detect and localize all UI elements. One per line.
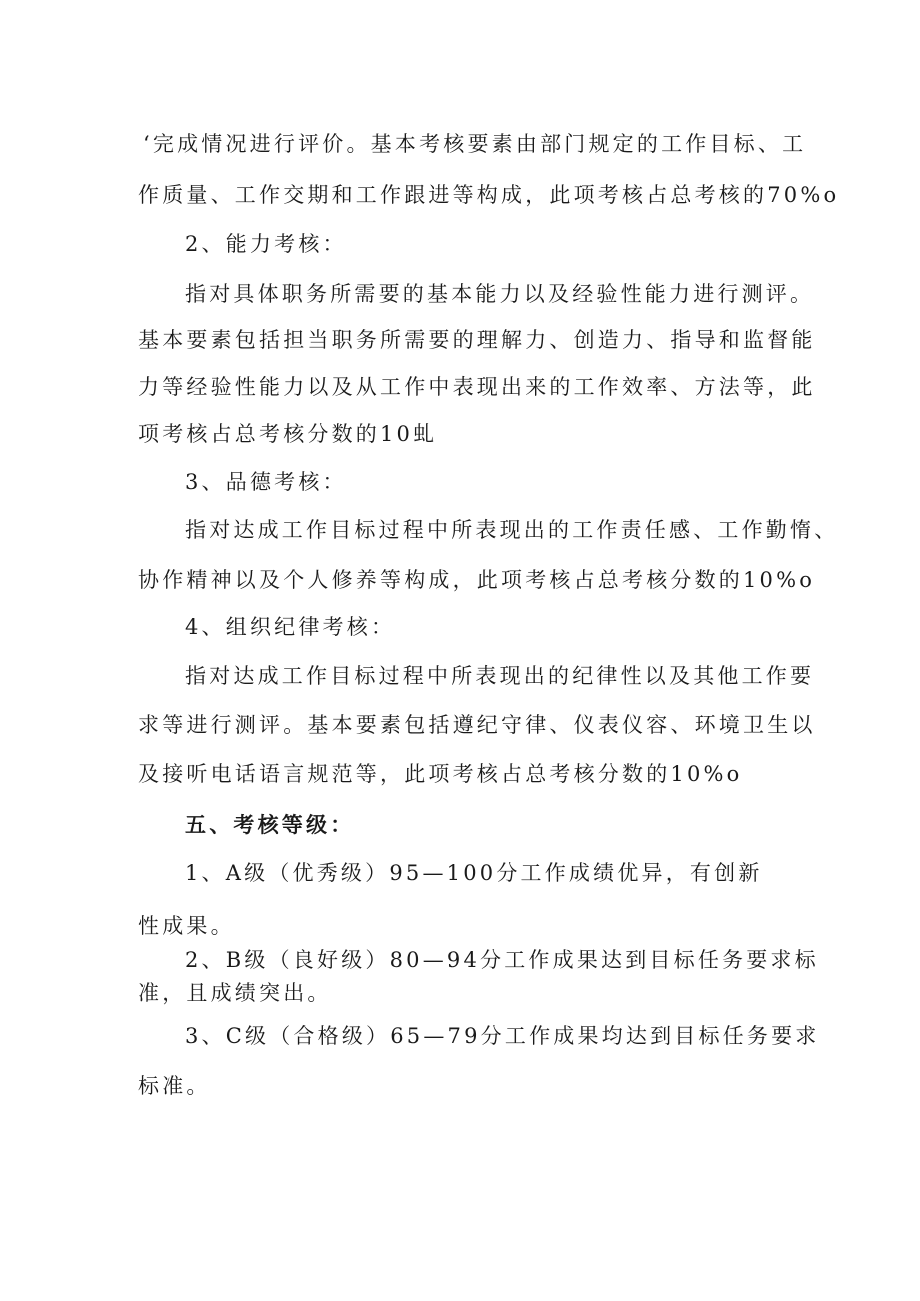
paragraph-line: 协作精神以及个人修养等构成，此项考核占总考核分数的10%o xyxy=(138,568,816,592)
paragraph-line: 及接听电话语言规范等，此项考核占总考核分数的10%o xyxy=(138,762,743,786)
section-heading: 3、品德考核： xyxy=(185,470,347,494)
grade-item: 1、A级（优秀级）95—100分工作成绩优异，有创新 xyxy=(185,861,763,885)
section-heading: 4、组织纪律考核： xyxy=(185,615,396,639)
grade-item-continuation: 标准。 xyxy=(138,1074,211,1098)
paragraph-line: 求等进行测评。基本要素包括遵纪守律、仪表仪容、环境卫生以 xyxy=(138,713,816,737)
paragraph-line: 项考核占总考核分数的10虬 xyxy=(138,422,438,446)
paragraph-line: 指对具体职务所需要的基本能力以及经验性能力进行测评。 xyxy=(185,282,815,306)
grade-item: 3、C级（合格级）65—79分工作成果均达到目标任务要求 xyxy=(185,1024,820,1048)
grade-item-continuation: 准，且成绩突出。 xyxy=(138,981,332,1005)
grade-item: 2、B级（良好级）80—94分工作成果达到目标任务要求标 xyxy=(185,948,819,972)
section-heading: 2、能力考核： xyxy=(185,232,347,256)
paragraph-line: 基本要素包括担当职务所需要的理解力、创造力、指导和监督能 xyxy=(138,328,816,352)
chapter-heading: 五、考核等级： xyxy=(185,812,355,837)
grade-item-continuation: 性成果。 xyxy=(138,914,235,938)
paragraph-line: 力等经验性能力以及从工作中表现出来的工作效率、方法等，此 xyxy=(138,375,816,399)
paragraph-line: 指对达成工作目标过程中所表现出的纪律性以及其他工作要 xyxy=(185,664,815,688)
paragraph-line: 指对达成工作目标过程中所表现出的工作责任感、工作勤惰、 xyxy=(185,518,839,542)
paragraph-line: ‘完成情况进行评价。基本考核要素由部门规定的工作目标、工 xyxy=(143,132,807,156)
paragraph-line: 作质量、工作交期和工作跟进等构成，此项考核占总考核的70%o xyxy=(138,183,840,207)
